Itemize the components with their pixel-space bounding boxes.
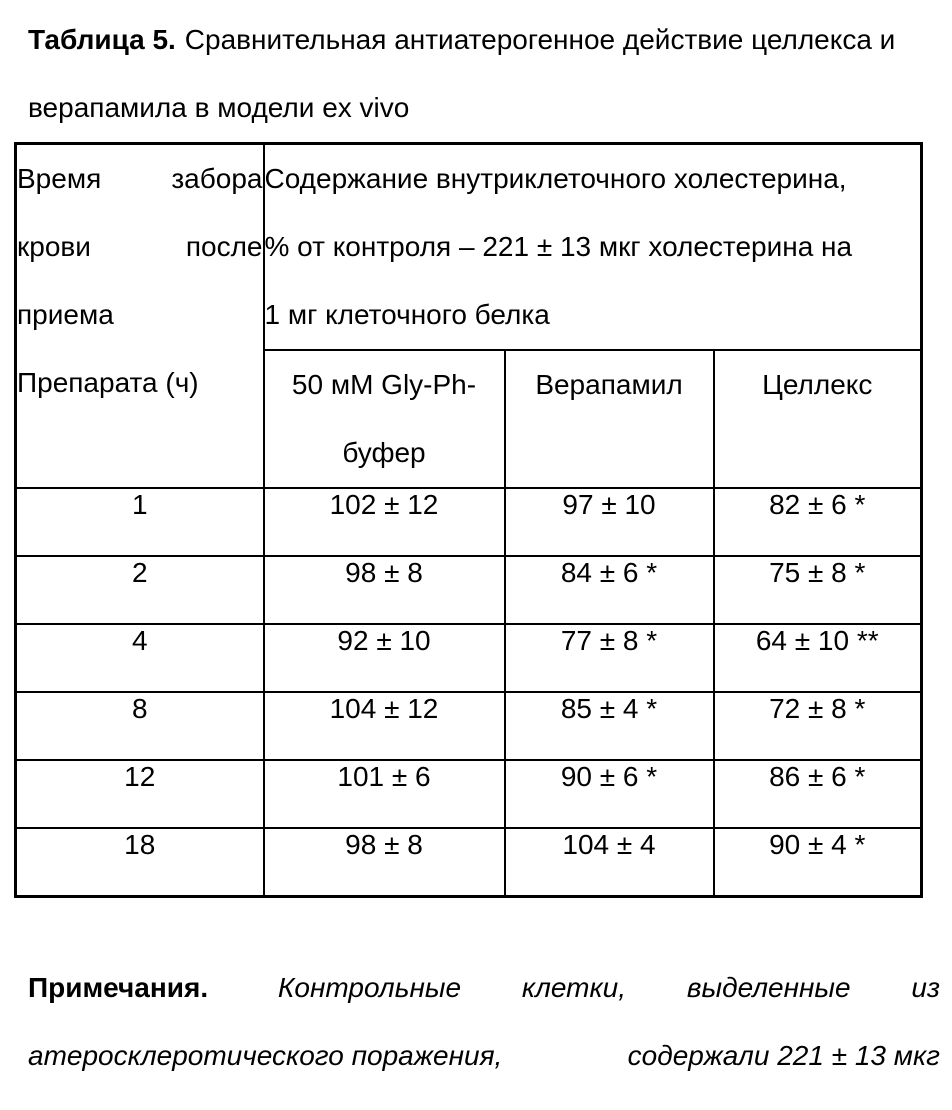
caption-number: Таблица 5. [28, 24, 176, 55]
cell-cellex: 90 ± 4 * [714, 828, 922, 896]
cell-cellex: 86 ± 6 * [714, 760, 922, 828]
row-header-line-4: Препарата (ч) [17, 367, 199, 398]
cell-buffer: 104 ± 12 [264, 692, 505, 760]
cell-verapamil: 85 ± 4 * [505, 692, 714, 760]
table-row [16, 828, 922, 896]
cell-time: 12 [16, 760, 264, 828]
cell-time: 8 [16, 692, 264, 760]
footnote-text-left: атеросклеротического поражения, [28, 1039, 503, 1071]
results-table [14, 142, 923, 898]
table-row [16, 556, 922, 624]
document-page [0, 6, 952, 1110]
table-row [16, 488, 922, 556]
row-header-time [16, 144, 264, 489]
footnote-text: Контрольные клетки, выделенные из [277, 971, 940, 1003]
column-header-verapamil-label: Верапамил [535, 369, 683, 400]
cell-cellex: 75 ± 8 * [714, 556, 922, 624]
column-header-cellex [714, 350, 922, 488]
column-header-cellex-label: Целлекс [762, 369, 873, 400]
cell-buffer: 92 ± 10 [264, 624, 505, 692]
caption-text: Сравнительная антиатерогенное действие целлекса и [184, 24, 896, 55]
cell-verapamil: 97 ± 10 [505, 488, 714, 556]
table-caption [28, 6, 946, 142]
column-header-buffer-line-2: буфер [342, 437, 426, 468]
group-header-line-2: % от контроля – 221 ± 13 мкг холестерина на [264, 231, 853, 262]
footnote [28, 954, 940, 1090]
cell-cellex: 72 ± 8 * [714, 692, 922, 760]
cell-buffer: 102 ± 12 [264, 488, 505, 556]
row-header-line-1: Время забора [17, 163, 263, 194]
footnote-label: Примечания. [28, 971, 209, 1003]
caption-line-1 [28, 6, 946, 74]
cell-time: 18 [16, 828, 264, 896]
cell-buffer: 98 ± 8 [264, 556, 505, 624]
caption-line-2 [28, 74, 946, 142]
group-header-cholesterol [264, 144, 922, 351]
table-row [16, 760, 922, 828]
row-header-line-2: крови после [17, 231, 263, 262]
group-header-line-3: 1 мг клеточного белка [264, 299, 550, 330]
cell-time: 4 [16, 624, 264, 692]
footnote-line-2 [28, 1022, 940, 1090]
cell-verapamil: 77 ± 8 * [505, 624, 714, 692]
row-header-line-3: приема [17, 299, 114, 330]
table-row [16, 624, 922, 692]
cell-time: 1 [16, 488, 264, 556]
cell-verapamil: 90 ± 6 * [505, 760, 714, 828]
column-header-verapamil [505, 350, 714, 488]
cell-buffer: 101 ± 6 [264, 760, 505, 828]
caption-text-continued: верапамила в модели ex vivo [28, 92, 410, 123]
column-header-buffer [264, 350, 505, 488]
cell-buffer: 98 ± 8 [264, 828, 505, 896]
group-header-line-1: Содержание внутриклеточного холестерина, [264, 163, 847, 194]
cell-time: 2 [16, 556, 264, 624]
cell-verapamil: 84 ± 6 * [505, 556, 714, 624]
footnote-text-right: содержали 221 ± 13 мкг [627, 1039, 940, 1071]
cell-cellex: 64 ± 10 ** [714, 624, 922, 692]
table-row [16, 692, 922, 760]
footnote-line-1 [28, 954, 940, 1022]
cell-verapamil: 104 ± 4 [505, 828, 714, 896]
cell-cellex: 82 ± 6 * [714, 488, 922, 556]
header-row-group [16, 144, 922, 351]
column-header-buffer-line-1: 50 мМ Gly-Ph- [291, 369, 477, 400]
